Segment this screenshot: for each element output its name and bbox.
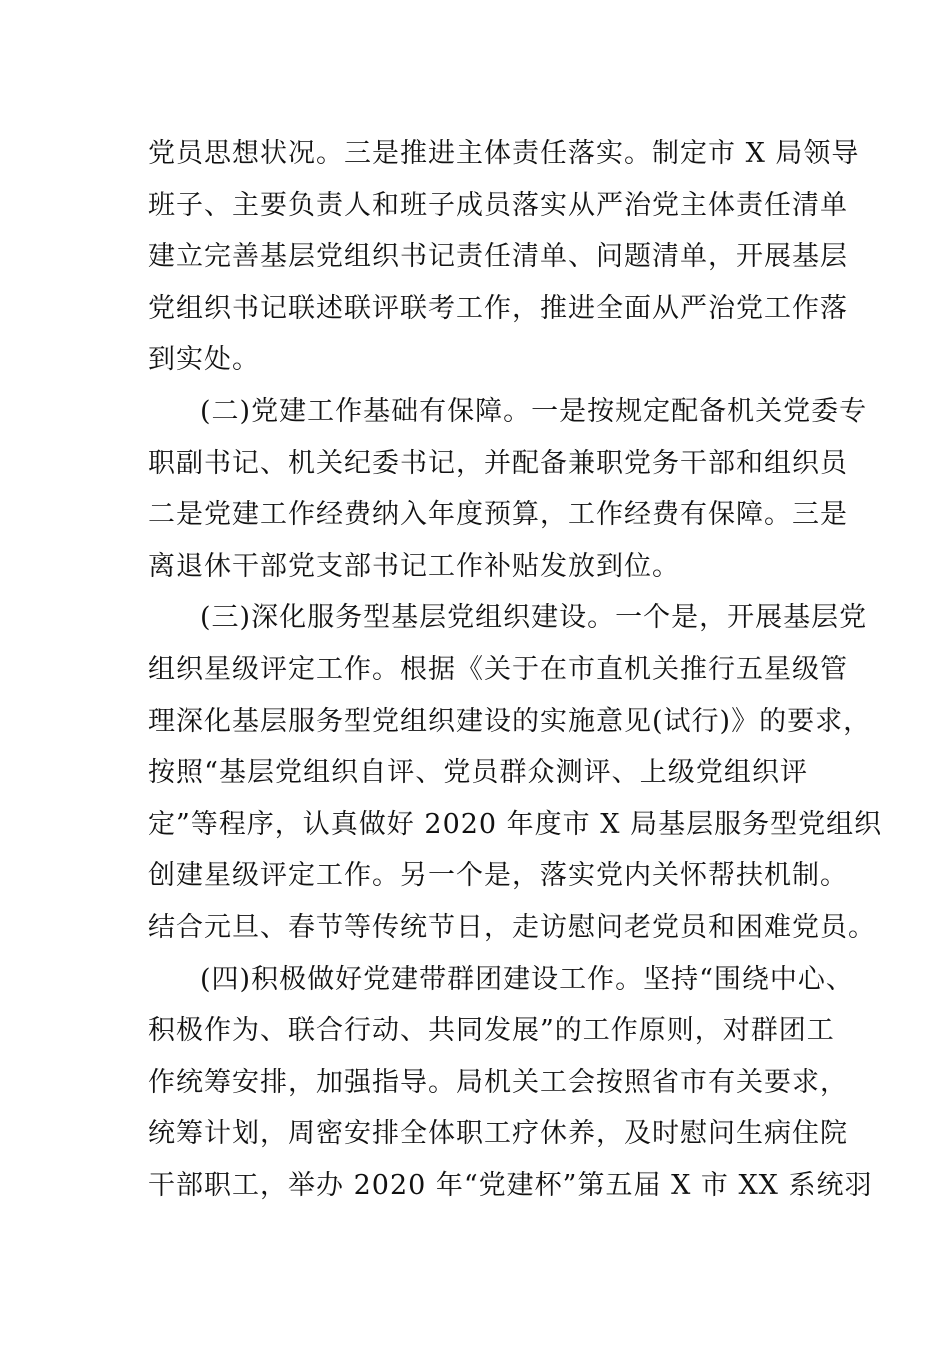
text-line: 定”等程序，认真做好 2020 年度市 X 局基层服务型党组织	[148, 808, 883, 840]
text-line: 党员思想状况。三是推进主体责任落实。制定市 X 局领导	[148, 138, 860, 169]
text-line: 创建星级评定工作。另一个是，落实党内关怀帮扶机制。	[148, 860, 848, 892]
text-line: 建立完善基层党组织书记责任清单、问题清单，开展基层	[148, 241, 848, 273]
text-line: 职副书记、机关纪委书记，并配备兼职党务干部和组织员	[148, 447, 848, 479]
section-heading-line: (三)深化服务型基层党组织建设。一个是，开展基层党	[200, 602, 868, 634]
text-line: 干部职工，举办 2020 年“党建杯”第五届 X 市 XX 系统羽	[148, 1169, 873, 1201]
text-line: 理深化基层服务型党组织建设的实施意见(试行)》的要求，	[148, 705, 872, 737]
text-line: 组织星级评定工作。根据《关于在市直机关推行五星级管	[148, 653, 848, 685]
text-line: 党组织书记联述联评联考工作，推进全面从严治党工作落	[148, 292, 848, 324]
text-line: 班子、主要负责人和班子成员落实从严治党主体责任清单	[148, 189, 848, 221]
section-heading-line: (二)党建工作基础有保障。一是按规定配备机关党委专	[200, 395, 868, 427]
text-line: 作统筹安排，加强指导。局机关工会按照省市有关要求，	[148, 1066, 848, 1098]
text-line: 离退休干部党支部书记工作补贴发放到位。	[148, 550, 680, 582]
text-line: 积极作为、联合行动、共同发展”的工作原则，对群团工	[148, 1015, 835, 1047]
text-line: 结合元旦、春节等传统节日，走访慰问老党员和困难党员。	[148, 911, 876, 943]
text-line: 二是党建工作经费纳入年度预算，工作经费有保障。三是	[148, 499, 848, 531]
document-body	[148, 128, 883, 1211]
section-heading-line: (四)积极做好党建带群团建设工作。坚持“围绕中心、	[200, 963, 854, 995]
text-line: 按照“基层党组织自评、党员群众测评、上级党组织评	[148, 757, 808, 789]
text-line: 到实处。	[148, 344, 260, 376]
text-line: 统筹计划，周密安排全体职工疗休养，及时慰问生病住院	[148, 1118, 848, 1150]
